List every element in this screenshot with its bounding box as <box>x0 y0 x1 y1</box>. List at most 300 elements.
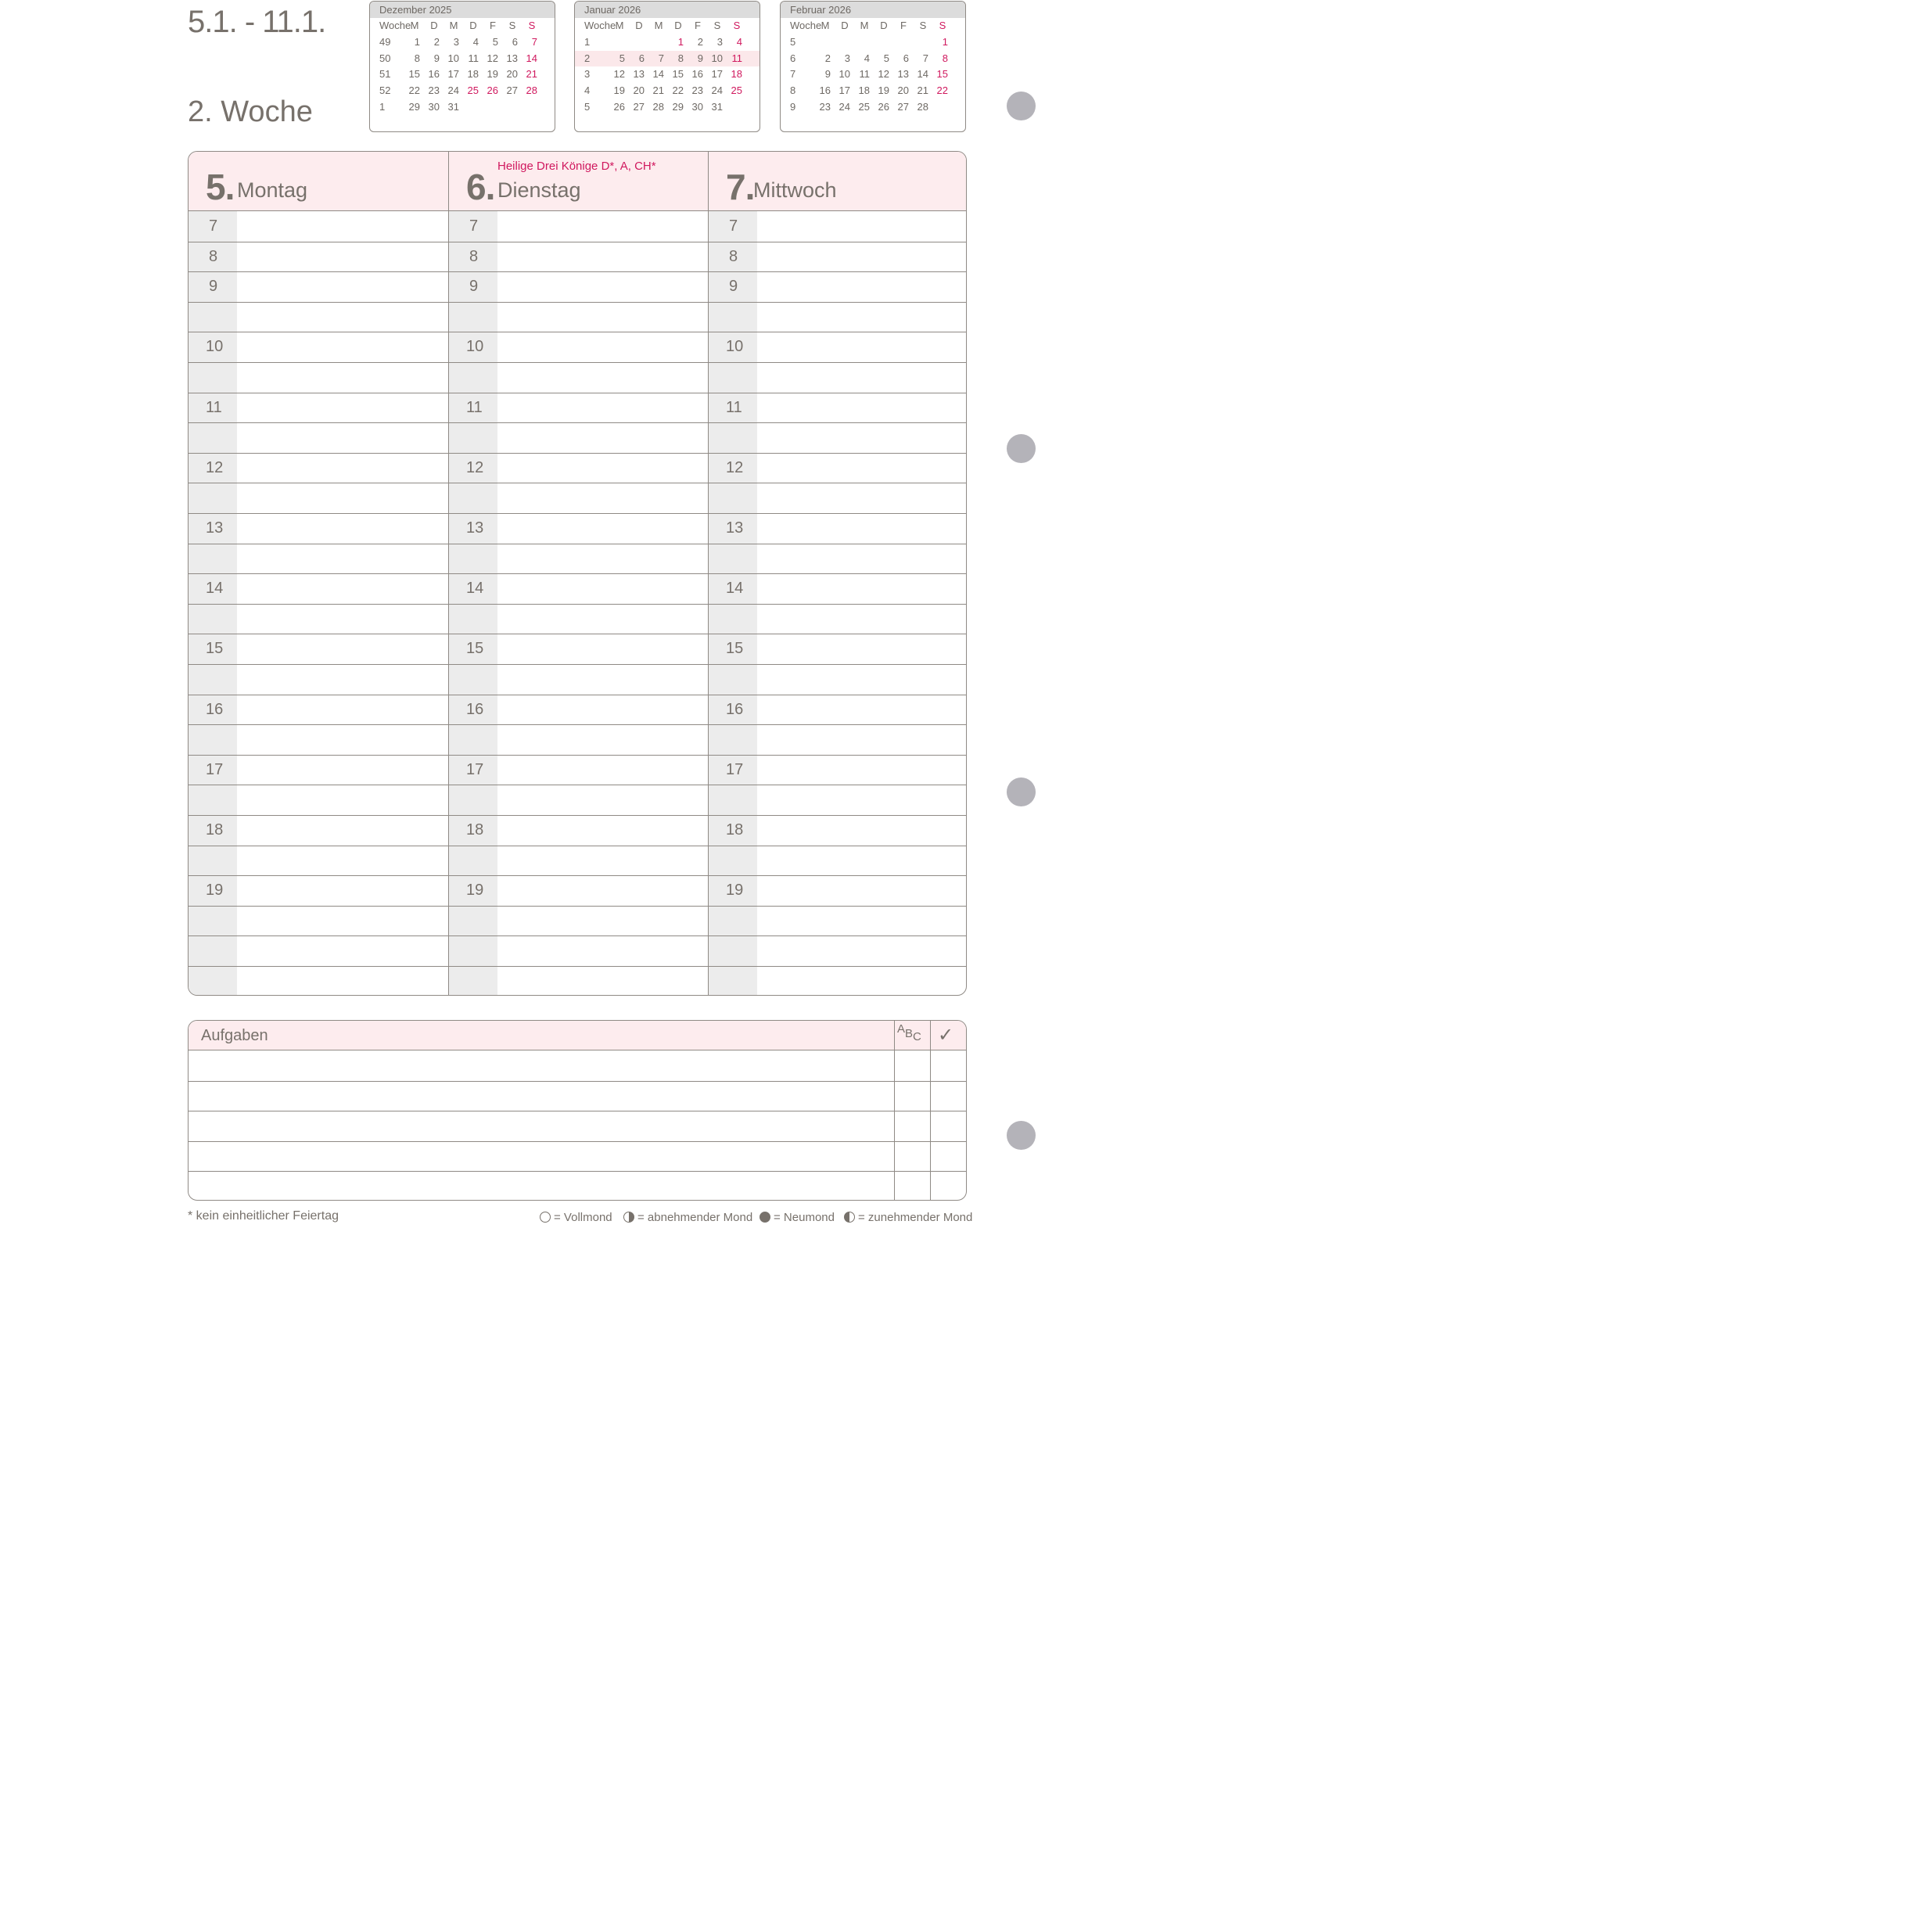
hour-label: 12 <box>726 458 744 476</box>
day-number: 5. <box>206 167 235 207</box>
time-slot[interactable] <box>757 695 967 724</box>
time-slot[interactable] <box>237 695 448 724</box>
calendar-date: 16 <box>428 68 440 81</box>
hour-label: 18 <box>726 821 744 839</box>
time-slot[interactable] <box>757 966 967 996</box>
task-row[interactable] <box>189 1171 894 1200</box>
calendar-date: 7 <box>531 35 537 48</box>
time-slot[interactable] <box>757 755 967 785</box>
calendar-date: 9 <box>824 68 831 81</box>
time-slot[interactable] <box>237 211 448 241</box>
time-slot[interactable] <box>237 724 448 754</box>
hour-label: 18 <box>466 821 484 839</box>
week-number: 4 <box>584 84 591 97</box>
hour-label: 12 <box>206 458 224 476</box>
time-slot[interactable] <box>237 271 448 301</box>
time-slot[interactable] <box>237 573 448 603</box>
calendar-date: 19 <box>613 84 625 97</box>
calendar-date: 9 <box>697 52 703 64</box>
week-number: 1 <box>584 35 591 48</box>
time-slot[interactable] <box>237 935 448 965</box>
mini-calendar-weekday-header <box>370 18 555 34</box>
calendar-date: 18 <box>731 68 742 81</box>
time-slot[interactable] <box>497 332 708 361</box>
calendar-date: 10 <box>447 52 459 64</box>
calendar-date: 1 <box>677 35 684 48</box>
time-slot[interactable] <box>497 242 708 271</box>
calendar-date: 14 <box>526 52 537 64</box>
time-slot[interactable] <box>237 513 448 543</box>
week-number: 52 <box>379 84 391 97</box>
weekday-label: F <box>490 20 496 31</box>
time-slot[interactable] <box>497 573 708 603</box>
time-slot[interactable] <box>497 393 708 422</box>
calendar-date: 22 <box>408 84 420 97</box>
weekday-label: S <box>939 20 946 31</box>
calendar-date: 2 <box>697 35 703 48</box>
calendar-date: 16 <box>691 68 703 81</box>
week-number: 5 <box>584 100 591 113</box>
hour-label: 15 <box>726 640 744 658</box>
time-slot[interactable] <box>497 544 708 573</box>
task-row[interactable] <box>189 1141 894 1170</box>
weekday-label: D <box>469 20 477 31</box>
mini-calendar-week-row <box>575 34 760 51</box>
hour-label: 19 <box>466 882 484 900</box>
weekday-label: M <box>410 20 419 31</box>
hour-label: 11 <box>726 398 742 416</box>
calendar-date: 18 <box>858 84 870 97</box>
calendar-date: 2 <box>433 35 440 48</box>
hour-label: 7 <box>209 217 218 235</box>
moon-legend-label: = abnehmender Mond <box>637 1211 753 1224</box>
day-column <box>189 152 448 995</box>
calendar-date: 25 <box>731 84 742 97</box>
hour-label: 7 <box>469 217 479 235</box>
day-column <box>448 152 708 995</box>
time-slot[interactable] <box>757 906 967 935</box>
calendar-date: 8 <box>942 52 948 64</box>
weekday-label: M <box>654 20 663 31</box>
time-slot[interactable] <box>757 393 967 422</box>
calendar-date: 19 <box>878 84 889 97</box>
weekday-label: S <box>919 20 927 31</box>
mini-calendar-week-row <box>781 66 965 83</box>
time-slot[interactable] <box>237 393 448 422</box>
calendar-date: 15 <box>408 68 420 81</box>
time-slot[interactable] <box>757 483 967 512</box>
time-slot[interactable] <box>757 211 967 241</box>
calendar-date: 17 <box>711 68 723 81</box>
weekday-label: F <box>695 20 701 31</box>
moon-legend-item <box>760 1211 835 1224</box>
moon-new-icon <box>760 1212 770 1223</box>
mini-calendar-week-row <box>370 51 555 67</box>
hour-label: 7 <box>729 217 738 235</box>
calendar-date: 17 <box>447 68 459 81</box>
time-slot[interactable] <box>757 935 967 965</box>
week-number: 5 <box>790 35 796 48</box>
mini-calendar-week-row <box>370 99 555 116</box>
calendar-date: 2 <box>824 52 831 64</box>
hour-label: 15 <box>466 640 484 658</box>
time-slot[interactable] <box>497 513 708 543</box>
time-slot[interactable] <box>757 815 967 845</box>
tasks-title: Aufgaben <box>201 1027 268 1044</box>
time-slot[interactable] <box>237 544 448 573</box>
calendar-date: 13 <box>633 68 645 81</box>
calendar-date: 24 <box>711 84 723 97</box>
hour-label: 17 <box>726 760 744 778</box>
mini-calendar-title: Januar 2026 <box>575 2 760 18</box>
calendar-date: 4 <box>864 52 870 64</box>
time-slot[interactable] <box>757 573 967 603</box>
hour-label: 16 <box>206 700 224 718</box>
calendar-date: 12 <box>613 68 625 81</box>
time-slot[interactable] <box>757 664 967 694</box>
calendar-date: 1 <box>414 35 420 48</box>
hour-label: 14 <box>206 580 224 598</box>
weekday-label: M <box>615 20 624 31</box>
calendar-date: 6 <box>903 52 909 64</box>
moon-wax-icon <box>844 1212 855 1223</box>
time-slot[interactable] <box>497 724 708 754</box>
day-header <box>189 152 448 211</box>
moon-legend-label: = Neumond <box>774 1211 835 1224</box>
mini-calendar <box>574 1 760 132</box>
calendar-date: 19 <box>487 68 498 81</box>
calendar-date: 25 <box>858 100 870 113</box>
calendar-date: 29 <box>672 100 684 113</box>
time-slot[interactable] <box>497 906 708 935</box>
punch-hole-icon <box>1007 777 1036 806</box>
calendar-date: 30 <box>428 100 440 113</box>
time-slot[interactable] <box>237 634 448 663</box>
time-slot[interactable] <box>497 422 708 452</box>
time-slot[interactable] <box>757 271 967 301</box>
mini-calendar-title: Februar 2026 <box>781 2 965 18</box>
time-slot[interactable] <box>237 664 448 694</box>
calendar-date: 26 <box>487 84 498 97</box>
calendar-date: 24 <box>839 100 850 113</box>
calendar-date: 31 <box>447 100 459 113</box>
calendar-date: 4 <box>472 35 479 48</box>
calendar-date: 18 <box>467 68 479 81</box>
time-slot[interactable] <box>497 664 708 694</box>
week-number: 7 <box>790 68 796 81</box>
hour-label: 11 <box>206 398 222 416</box>
calendar-date: 5 <box>883 52 889 64</box>
calendar-date: 27 <box>897 100 909 113</box>
hour-label: 10 <box>726 338 744 356</box>
mini-calendar-week-row <box>781 99 965 116</box>
punch-hole-icon <box>1007 1121 1036 1150</box>
calendar-date: 16 <box>819 84 831 97</box>
calendar-date: 20 <box>506 68 518 81</box>
time-slot[interactable] <box>757 422 967 452</box>
calendar-date: 14 <box>652 68 664 81</box>
time-slot[interactable] <box>497 453 708 483</box>
week-number: 9 <box>790 100 796 113</box>
calendar-date: 6 <box>512 35 518 48</box>
calendar-date: 5 <box>619 52 625 64</box>
calendar-date: 13 <box>506 52 518 64</box>
week-number-title: 2. Woche <box>188 95 313 128</box>
calendar-date: 8 <box>677 52 684 64</box>
week-number: 49 <box>379 35 391 48</box>
punch-hole-icon <box>1007 92 1036 120</box>
time-slot[interactable] <box>497 846 708 875</box>
mini-calendar-title: Dezember 2025 <box>370 2 555 18</box>
calendar-date: 1 <box>942 35 948 48</box>
calendar-date: 3 <box>453 35 459 48</box>
calendar-date: 15 <box>936 68 948 81</box>
calendar-date: 15 <box>672 68 684 81</box>
moon-legend-item <box>540 1211 612 1224</box>
time-slot[interactable] <box>497 362 708 392</box>
day-header <box>709 152 967 211</box>
mini-calendar-weekday-header <box>781 18 965 34</box>
time-slot[interactable] <box>237 332 448 361</box>
weekday-label: F <box>900 20 907 31</box>
time-slot[interactable] <box>237 362 448 392</box>
hour-label: 12 <box>466 458 484 476</box>
calendar-date: 10 <box>839 68 850 81</box>
time-slot[interactable] <box>757 453 967 483</box>
time-slot[interactable] <box>237 906 448 935</box>
time-slot[interactable] <box>237 242 448 271</box>
week-number: 6 <box>790 52 796 64</box>
hour-label: 16 <box>466 700 484 718</box>
time-slot[interactable] <box>497 755 708 785</box>
calendar-date: 25 <box>467 84 479 97</box>
time-slot[interactable] <box>757 846 967 875</box>
time-slot[interactable] <box>237 815 448 845</box>
time-slot[interactable] <box>237 483 448 512</box>
hour-label: 17 <box>466 760 484 778</box>
calendar-date: 8 <box>414 52 420 64</box>
calendar-date: 3 <box>716 35 723 48</box>
time-slot[interactable] <box>497 695 708 724</box>
week-number: 3 <box>584 68 591 81</box>
weekday-label: D <box>635 20 643 31</box>
week-number: 51 <box>379 68 391 81</box>
time-slot[interactable] <box>757 302 967 332</box>
weekday-label: D <box>674 20 682 31</box>
time-slot[interactable] <box>237 453 448 483</box>
time-slot[interactable] <box>757 242 967 271</box>
time-slot[interactable] <box>497 604 708 634</box>
calendar-date: 11 <box>468 52 479 64</box>
week-date-range: 5.1. - 11.1. <box>188 5 326 39</box>
hour-label: 13 <box>206 519 224 537</box>
mini-calendar-week-row <box>781 34 965 51</box>
calendar-date: 23 <box>691 84 703 97</box>
priority-abc-label: ABC <box>897 1022 921 1043</box>
hour-label: 9 <box>209 278 218 296</box>
time-slot[interactable] <box>757 634 967 663</box>
calendar-date: 6 <box>638 52 645 64</box>
day-header <box>449 152 708 211</box>
calendar-date: 10 <box>711 52 723 64</box>
time-slot[interactable] <box>237 604 448 634</box>
time-slot[interactable] <box>497 271 708 301</box>
task-row[interactable] <box>189 1081 894 1110</box>
calendar-date: 24 <box>447 84 459 97</box>
calendar-date: 27 <box>633 100 645 113</box>
time-slot[interactable] <box>497 935 708 965</box>
holiday-footnote: * kein einheitlicher Feiertag <box>188 1209 339 1223</box>
calendar-date: 13 <box>897 68 909 81</box>
day-number: 7. <box>726 167 755 207</box>
time-slot[interactable] <box>237 846 448 875</box>
hour-label: 17 <box>206 760 224 778</box>
hour-label: 19 <box>206 882 224 900</box>
hour-label: 15 <box>206 640 224 658</box>
calendar-date: 29 <box>408 100 420 113</box>
week-number: 2 <box>584 52 591 64</box>
time-slot[interactable] <box>497 211 708 241</box>
weekday-label: S <box>713 20 721 31</box>
calendar-date: 22 <box>672 84 684 97</box>
calendar-date: 3 <box>844 52 850 64</box>
week-number: 50 <box>379 52 391 64</box>
weekday-label: D <box>841 20 849 31</box>
calendar-date: 26 <box>878 100 889 113</box>
calendar-date: 23 <box>819 100 831 113</box>
day-number: 6. <box>466 167 495 207</box>
calendar-date: 12 <box>878 68 889 81</box>
calendar-date: 27 <box>506 84 518 97</box>
hour-label: 8 <box>469 247 479 265</box>
mini-calendar-week-row <box>575 51 760 67</box>
time-slot[interactable] <box>497 815 708 845</box>
calendar-date: 21 <box>526 68 537 81</box>
mini-calendar-week-row <box>781 51 965 67</box>
time-slot[interactable] <box>757 875 967 905</box>
hour-label: 9 <box>469 278 479 296</box>
hour-label: 13 <box>726 519 744 537</box>
hour-label: 18 <box>206 821 224 839</box>
time-slot[interactable] <box>757 724 967 754</box>
calendar-date: 26 <box>613 100 625 113</box>
time-slot[interactable] <box>497 483 708 512</box>
hour-label: 11 <box>466 398 483 416</box>
mini-calendar-week-row <box>575 66 760 83</box>
mini-calendar-week-row <box>575 99 760 116</box>
week-number: 1 <box>379 100 386 113</box>
weekday-label: D <box>430 20 438 31</box>
moon-legend-item <box>844 1211 972 1224</box>
mini-calendar <box>780 1 966 132</box>
weekday-label: M <box>821 20 830 31</box>
time-slot[interactable] <box>237 785 448 814</box>
time-slot[interactable] <box>497 785 708 814</box>
weekday-label: S <box>733 20 741 31</box>
calendar-date: 7 <box>922 52 928 64</box>
hour-label: 10 <box>466 338 484 356</box>
mini-calendar-week-row <box>370 83 555 99</box>
week-number: 8 <box>790 84 796 97</box>
calendar-date: 30 <box>691 100 703 113</box>
time-slot[interactable] <box>237 302 448 332</box>
checkmark-icon: ✓ <box>938 1025 954 1046</box>
time-slot[interactable] <box>757 362 967 392</box>
mini-calendar-weekday-header <box>575 18 760 34</box>
time-slot[interactable] <box>497 966 708 996</box>
moon-legend-label: = zunehmender Mond <box>858 1211 973 1224</box>
time-slot[interactable] <box>497 875 708 905</box>
mini-calendar-week-row <box>781 83 965 99</box>
calendar-date: 11 <box>859 68 870 81</box>
moon-full-icon <box>540 1212 551 1223</box>
mini-calendar-week-row <box>370 34 555 51</box>
weekday-label: M <box>449 20 458 31</box>
time-slot[interactable] <box>757 544 967 573</box>
hour-label: 9 <box>729 278 738 296</box>
time-slot[interactable] <box>757 785 967 814</box>
time-slot[interactable] <box>497 302 708 332</box>
time-slot[interactable] <box>237 875 448 905</box>
weekday-label: Woche <box>379 20 411 31</box>
calendar-date: 5 <box>492 35 498 48</box>
calendar-date: 22 <box>936 84 948 97</box>
task-row[interactable] <box>189 1050 894 1079</box>
time-slot[interactable] <box>237 755 448 785</box>
time-slot[interactable] <box>757 604 967 634</box>
hour-label: 10 <box>206 338 224 356</box>
tasks-table <box>188 1020 967 1201</box>
hour-label: 14 <box>726 580 744 598</box>
calendar-date: 20 <box>897 84 909 97</box>
weekday-label: Woche <box>790 20 822 31</box>
hour-label: 13 <box>466 519 484 537</box>
calendar-date: 4 <box>736 35 742 48</box>
day-column <box>708 152 967 995</box>
weekday-label: D <box>880 20 888 31</box>
weekday-label: S <box>508 20 516 31</box>
calendar-date: 9 <box>433 52 440 64</box>
calendar-date: 28 <box>526 84 537 97</box>
mini-calendar <box>369 1 555 132</box>
time-slot[interactable] <box>757 332 967 361</box>
calendar-date: 20 <box>633 84 645 97</box>
calendar-date: 11 <box>731 52 742 64</box>
calendar-date: 17 <box>839 84 850 97</box>
week-planner-grid <box>188 151 967 996</box>
day-name: Dienstag <box>497 178 581 202</box>
calendar-date: 12 <box>487 52 498 64</box>
hour-label: 19 <box>726 882 744 900</box>
time-slot[interactable] <box>237 422 448 452</box>
weekday-label: Woche <box>584 20 616 31</box>
time-slot[interactable] <box>497 634 708 663</box>
hour-label: 8 <box>729 247 738 265</box>
calendar-date: 28 <box>652 100 664 113</box>
punch-hole-icon <box>1007 434 1036 463</box>
calendar-date: 31 <box>711 100 723 113</box>
calendar-date: 21 <box>917 84 928 97</box>
task-row[interactable] <box>189 1111 894 1140</box>
tasks-header <box>189 1021 966 1050</box>
time-slot[interactable] <box>237 966 448 996</box>
moon-wane-icon <box>623 1212 634 1223</box>
time-slot[interactable] <box>757 513 967 543</box>
moon-legend-label: = Vollmond <box>554 1211 612 1224</box>
calendar-date: 28 <box>917 100 928 113</box>
hour-label: 8 <box>209 247 218 265</box>
holiday-label: Heilige Drei Könige D*, A, CH* <box>497 160 656 173</box>
